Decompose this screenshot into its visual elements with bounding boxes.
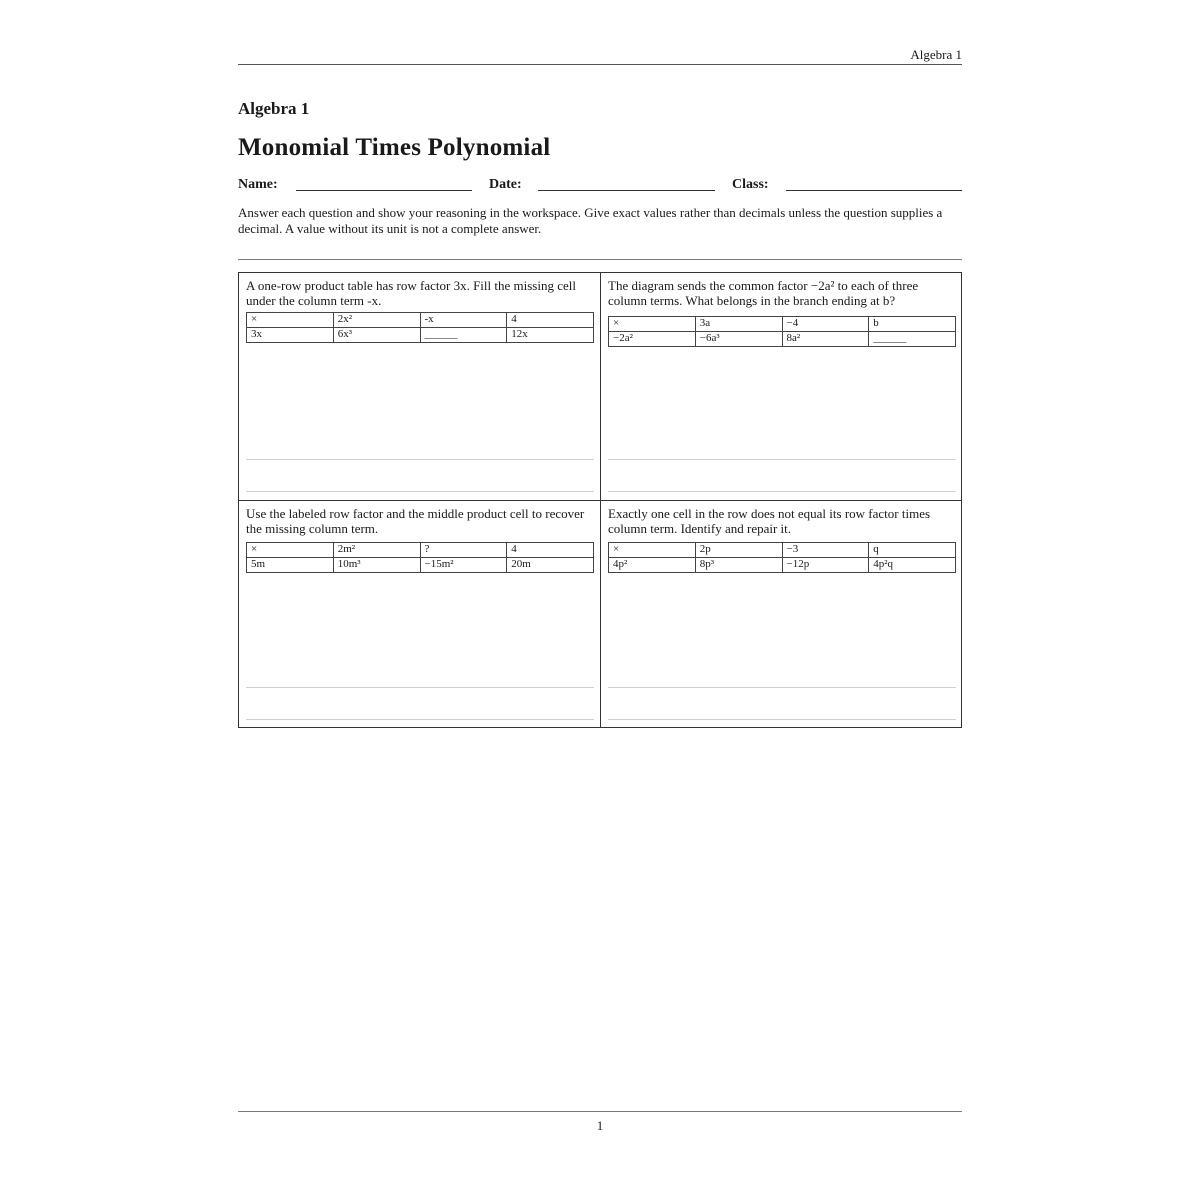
date-label: Date: [489, 177, 522, 192]
table-cell: 12x [507, 328, 594, 343]
grid-divider-horizontal [239, 500, 961, 501]
table-cell: 6x³ [333, 328, 420, 343]
table-cell: 4 [507, 543, 594, 558]
footer-rule [238, 1111, 962, 1112]
table-cell: −12p [782, 558, 869, 573]
table-cell: q [869, 543, 956, 558]
problem-1 [246, 278, 594, 496]
table-cell: b [869, 317, 956, 332]
answer-blank[interactable]: ______ [869, 332, 956, 347]
table-cell: 2m² [333, 543, 420, 558]
header-rule [238, 64, 962, 65]
workspace-line [608, 719, 956, 720]
table-cell: −3 [782, 543, 869, 558]
workspace-line [246, 491, 594, 492]
table-cell: 20m [507, 558, 594, 573]
table-row [609, 558, 956, 573]
table-header-row [609, 317, 956, 332]
table-cell: −4 [782, 317, 869, 332]
table-cell: × [609, 543, 696, 558]
table-header-row [247, 313, 594, 328]
table-cell: 4p² [609, 558, 696, 573]
table-cell: −6a³ [695, 332, 782, 347]
table-cell: 2x² [333, 313, 420, 328]
problem-4-table [608, 542, 956, 573]
table-cell: -x [420, 313, 507, 328]
table-row [609, 332, 956, 347]
instructions: Answer each question and show your reasoning in the workspace. Give exact values rather than decimals unless the question supplies a decimal. A value without its unit is not a complete answer. [238, 205, 943, 236]
workspace-line [608, 459, 956, 460]
problem-2-prompt: The diagram sends the common factor −2a² to each of three column terms. What belongs in the branch ending at b? [608, 278, 919, 308]
table-cell: × [247, 313, 334, 328]
table-cell: −15m² [420, 558, 507, 573]
date-field[interactable] [538, 190, 715, 191]
running-header: Algebra 1 [910, 47, 962, 62]
table-cell: 8p³ [695, 558, 782, 573]
table-cell: 10m³ [333, 558, 420, 573]
table-header-row [609, 543, 956, 558]
student-info-fields [238, 177, 962, 197]
course-heading: Algebra 1 [238, 99, 310, 118]
problem-grid [238, 272, 962, 728]
problem-2 [608, 278, 956, 496]
class-label: Class: [732, 177, 769, 192]
table-cell: × [247, 543, 334, 558]
table-row [247, 328, 594, 343]
problem-1-table [246, 312, 594, 343]
workspace-line [246, 719, 594, 720]
table-cell: 4p²q [869, 558, 956, 573]
table-cell: 2p [695, 543, 782, 558]
workspace-line [608, 491, 956, 492]
class-field[interactable] [786, 190, 962, 191]
table-row [247, 558, 594, 573]
workspace-line [246, 687, 594, 688]
table-header-row [247, 543, 594, 558]
instructions-rule [238, 259, 962, 260]
page-number: 1 [596, 1118, 604, 1133]
table-cell: 3x [247, 328, 334, 343]
workspace-line [246, 459, 594, 460]
table-cell: 4 [507, 313, 594, 328]
problem-3 [246, 506, 594, 724]
missing-term-cell[interactable]: ? [420, 543, 507, 558]
table-cell: × [609, 317, 696, 332]
answer-blank[interactable]: ______ [420, 328, 507, 343]
name-label: Name: [238, 177, 278, 192]
workspace-line [608, 687, 956, 688]
problem-2-table [608, 316, 956, 347]
name-field[interactable] [296, 190, 472, 191]
problem-3-table [246, 542, 594, 573]
table-cell: 3a [695, 317, 782, 332]
problem-1-prompt: A one-row product table has row factor 3x. Fill the missing cell under the column term -x. [246, 278, 576, 308]
problem-4 [608, 506, 956, 724]
worksheet-page [238, 0, 962, 1200]
table-cell: 8a² [782, 332, 869, 347]
table-cell: 5m [247, 558, 334, 573]
page-title: Monomial Times Polynomial [238, 134, 551, 161]
problem-3-prompt: Use the labeled row factor and the middle product cell to recover the missing column term. [246, 506, 585, 536]
problem-4-prompt: Exactly one cell in the row does not equal its row factor times column term. Identify and repair it. [608, 506, 931, 536]
table-cell: −2a² [609, 332, 696, 347]
